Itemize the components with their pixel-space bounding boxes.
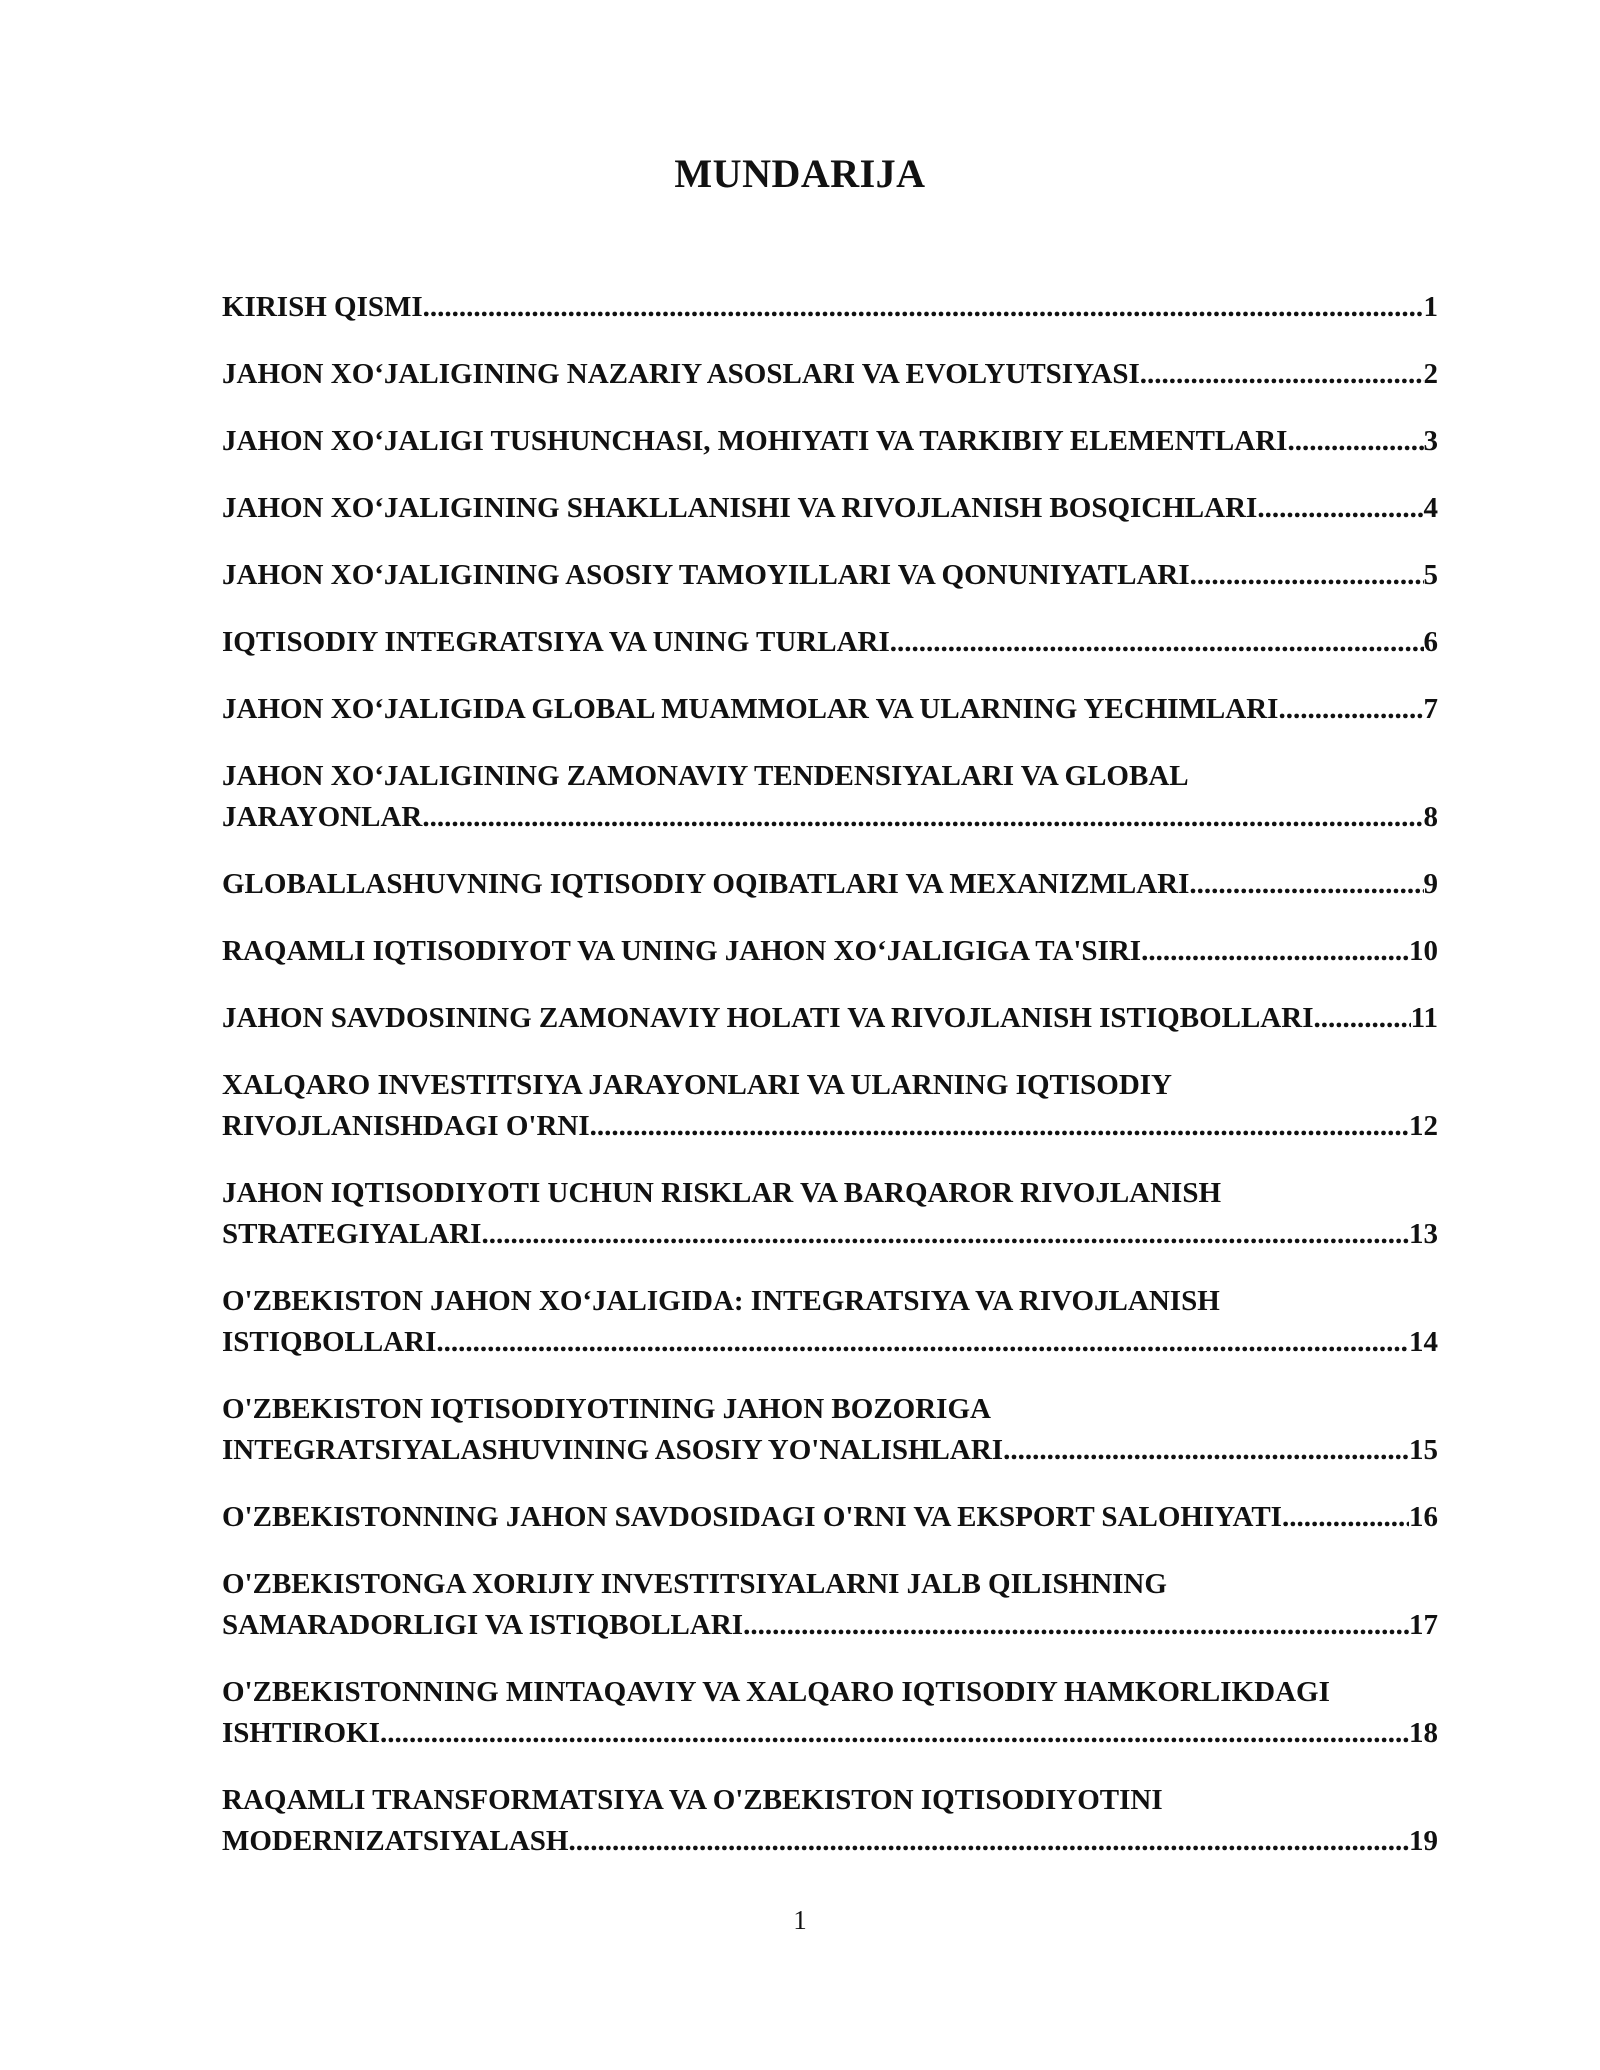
toc-entry[interactable] (222, 354, 1438, 395)
toc-entry-page-number: 14 (1409, 1326, 1438, 1358)
toc-entry-line (222, 864, 1438, 905)
toc-entry[interactable] (222, 421, 1438, 462)
toc-entry-line (222, 998, 1438, 1039)
toc-entry-title-line: RAQAMLI TRANSFORMATSIYA VA O'ZBEKISTON IQTISODIYOTINI (222, 1784, 1163, 1816)
toc-entry-line (222, 555, 1438, 596)
toc-entry[interactable] (222, 287, 1438, 328)
toc-entry-line (222, 1322, 1438, 1363)
toc-entry-page-number: 18 (1409, 1717, 1438, 1749)
toc-entry-title: SAMARADORLIGI VA ISTIQBOLLARI (222, 1609, 744, 1641)
dot-leader (1190, 555, 1424, 596)
toc-entry-title: MODERNIZATSIYALASH (222, 1825, 569, 1857)
dot-leader (481, 1214, 1409, 1255)
toc-entry[interactable] (222, 756, 1438, 838)
toc-entry-title: IQTISODIY INTEGRATSIYA VA UNING TURLARI (222, 626, 890, 658)
toc-entry-page-number: 5 (1423, 559, 1438, 591)
toc-entry-title-line: O'ZBEKISTONGA XORIJIY INVESTITSIYALARNI JALB QILISHNING (222, 1568, 1167, 1600)
page-title: MUNDARIJA (674, 151, 926, 196)
toc-entry-title: RIVOJLANISHDAGI O'RNI (222, 1110, 590, 1142)
toc-entry-page-number: 7 (1423, 693, 1438, 725)
dot-leader (1313, 998, 1410, 1039)
table-of-contents (222, 287, 1438, 1888)
toc-entry-title-line: O'ZBEKISTON IQTISODIYOTINING JAHON BOZORIGA (222, 1393, 991, 1425)
toc-entry-page-number: 17 (1409, 1609, 1438, 1641)
toc-entry-title: KIRISH QISMI (222, 291, 423, 323)
toc-entry-title: JAHON XO‘JALIGINING SHAKLLANISHI VA RIVOJLANISH BOSQICHLARI (222, 492, 1258, 524)
toc-entry-line (222, 488, 1438, 529)
toc-entry-line (222, 1497, 1438, 1538)
toc-entry-title: STRATEGIYALARI (222, 1218, 482, 1250)
toc-entry-title: ISHTIROKI (222, 1717, 380, 1749)
toc-entry-line (222, 689, 1438, 730)
dot-leader (1278, 689, 1423, 730)
toc-entry[interactable] (222, 1780, 1438, 1862)
toc-entry[interactable] (222, 864, 1438, 905)
toc-entry-title-line: XALQARO INVESTITSIYA JARAYONLARI VA ULARNING IQTISODIY (222, 1069, 1173, 1101)
toc-entry-page-number: 16 (1409, 1501, 1438, 1533)
dot-leader (1140, 354, 1424, 395)
toc-entry-page-number: 3 (1423, 425, 1438, 457)
toc-entry-page-number: 11 (1410, 1002, 1438, 1034)
toc-entry[interactable] (222, 1672, 1438, 1754)
toc-entry-page-number: 1 (1423, 291, 1438, 323)
toc-entry-page-number: 12 (1409, 1110, 1438, 1142)
dot-leader (743, 1605, 1409, 1646)
toc-entry-title: RAQAMLI IQTISODIYOT VA UNING JAHON XO‘JALIGIGA TA'SIRI (222, 935, 1142, 967)
dot-leader (1282, 1497, 1409, 1538)
toc-entry-title: ISTIQBOLLARI (222, 1326, 437, 1358)
toc-entry-page-number: 8 (1423, 801, 1438, 833)
dot-leader (436, 1322, 1409, 1363)
toc-entry-title-line: O'ZBEKISTONNING MINTAQAVIY VA XALQARO IQTISODIY HAMKORLIKDAGI (222, 1676, 1330, 1708)
toc-entry[interactable] (222, 1173, 1438, 1255)
toc-entry-page-number: 9 (1423, 868, 1438, 900)
toc-entry[interactable] (222, 555, 1438, 596)
toc-entry-page-number: 6 (1423, 626, 1438, 658)
toc-entry-title: GLOBALLASHUVNING IQTISODIY OQIBATLARI VA MEXANIZMLARI (222, 868, 1190, 900)
dot-leader (1003, 1430, 1409, 1471)
toc-entry[interactable] (222, 931, 1438, 972)
page-number: 1 (793, 1905, 807, 1935)
toc-entry[interactable] (222, 1564, 1438, 1646)
toc-entry[interactable] (222, 1389, 1438, 1471)
toc-entry-line (222, 1713, 1438, 1754)
toc-entry-title: JAHON XO‘JALIGINING ASOSIY TAMOYILLARI VA QONUNIYATLARI (222, 559, 1190, 591)
toc-entry[interactable] (222, 622, 1438, 663)
toc-entry-title: INTEGRATSIYALASHUVINING ASOSIY YO'NALISHLARI (222, 1434, 1004, 1466)
toc-entry-title: JAHON XO‘JALIGIDA GLOBAL MUAMMOLAR VA ULARNING YECHIMLARI (222, 693, 1279, 725)
toc-entry-line (222, 622, 1438, 663)
toc-entry-title: JAHON SAVDOSINING ZAMONAVIY HOLATI VA RIVOJLANISH ISTIQBOLLARI (222, 1002, 1314, 1034)
toc-entry-line (222, 354, 1438, 395)
toc-entry-line (222, 931, 1438, 972)
toc-entry-page-number: 13 (1409, 1218, 1438, 1250)
dot-leader (590, 1106, 1409, 1147)
dot-leader (1257, 488, 1423, 529)
toc-entry-line (222, 1605, 1438, 1646)
toc-entry-page-number: 15 (1409, 1434, 1438, 1466)
toc-entry[interactable] (222, 689, 1438, 730)
toc-entry[interactable] (222, 1497, 1438, 1538)
toc-entry[interactable] (222, 1281, 1438, 1363)
toc-entry-title-line: JAHON XO‘JALIGINING ZAMONAVIY TENDENSIYALARI VA GLOBAL (222, 760, 1189, 792)
dot-leader (1189, 864, 1423, 905)
toc-entry-line (222, 1214, 1438, 1255)
dot-leader (568, 1821, 1409, 1862)
toc-entry-line (222, 421, 1438, 462)
toc-entry-line (222, 797, 1438, 838)
toc-entry-page-number: 2 (1423, 358, 1438, 390)
toc-entry-line (222, 1821, 1438, 1862)
toc-entry[interactable] (222, 488, 1438, 529)
toc-entry-title: O'ZBEKISTONNING JAHON SAVDOSIDAGI O'RNI VA EKSPORT SALOHIYATI (222, 1501, 1282, 1533)
toc-entry-line (222, 287, 1438, 328)
dot-leader (890, 622, 1424, 663)
toc-entry-title-line: JAHON IQTISODIYOTI UCHUN RISKLAR VA BARQAROR RIVOJLANISH (222, 1177, 1222, 1209)
toc-entry-title: JAHON XO‘JALIGI TUSHUNCHASI, MOHIYATI VA TARKIBIY ELEMENTLARI (222, 425, 1288, 457)
toc-entry-title: JAHON XO‘JALIGINING NAZARIY ASOSLARI VA EVOLYUTSIYASI (222, 358, 1140, 390)
toc-entry-title-line: O'ZBEKISTON JAHON XO‘JALIGIDA: INTEGRATSIYA VA RIVOJLANISH (222, 1285, 1220, 1317)
dot-leader (422, 797, 1423, 838)
toc-entry-page-number: 4 (1423, 492, 1438, 524)
dot-leader (380, 1713, 1409, 1754)
toc-entry-line (222, 1106, 1438, 1147)
toc-entry-page-number: 19 (1409, 1825, 1438, 1857)
dot-leader (423, 287, 1424, 328)
toc-entry[interactable] (222, 998, 1438, 1039)
toc-entry-title: JARAYONLAR (222, 801, 423, 833)
toc-entry-page-number: 10 (1409, 935, 1438, 967)
toc-entry-line (222, 1430, 1438, 1471)
dot-leader (1141, 931, 1409, 972)
dot-leader (1287, 421, 1423, 462)
toc-entry[interactable] (222, 1065, 1438, 1147)
